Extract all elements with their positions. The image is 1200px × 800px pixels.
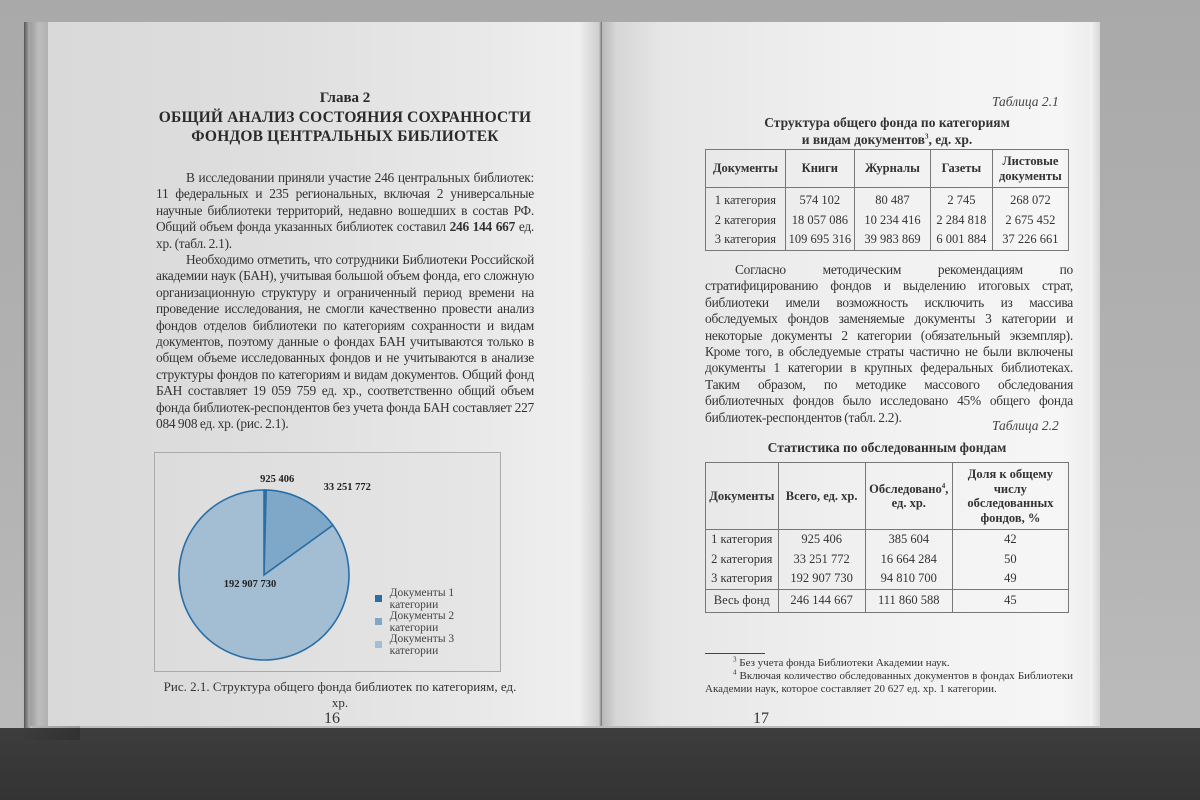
col-header-journals: Журналы [854, 150, 930, 188]
table-cell: 94 810 700 [865, 569, 952, 589]
table-total-row [706, 589, 1069, 612]
footnote-4-text: Включая количество обследованных документов в фондах Библиотеки Академии наук, которое составляет 20 627 ед. хр. 1 категории. [705, 670, 1073, 695]
legend-label-1: Документы 1 категории [389, 586, 455, 611]
right-body-text [705, 262, 1073, 426]
footnote-3-mark: 3 [733, 655, 737, 664]
footnote-4-mark: 4 [733, 668, 737, 677]
paragraph-2: Необходимо отметить, что сотрудники Библиотеки Российской академии наук (БАН), учитывая большой объем фонда, его сложную организационную структуру и ограниченный период времени на проведение исследования, не смогли качественно провести анализ фондов отделов библиотеки по категориям сохранности и видам документов, поэтому данные о фондах БАН учитываются только в общем объеме исследованных фондов и не учитываются в анализе структуры фондов по категориям и видам документов. Общий фонд БАН составляет 19 059 759 ед. хр., соответственно общий объем фонда библиотек-респондентов без учета фонда БАН составляет 227 084 908 ед. хр. (рис. 2.1). [156, 252, 534, 432]
table-cell: 2 284 818 [931, 211, 993, 231]
row-label-cell: 3 категория [706, 230, 786, 250]
footnote-rule [705, 653, 765, 654]
table-cell: 2 675 452 [992, 211, 1068, 231]
left-body-text [156, 170, 534, 433]
legend-swatch-1 [375, 595, 382, 602]
table-2-1-title-line1: Структура общего фонда по категориям [764, 115, 1010, 130]
table-row [706, 550, 1069, 570]
table-cell: 18 057 086 [785, 211, 854, 231]
page-16 [30, 22, 602, 726]
footnotes [705, 657, 1073, 696]
table-2-1-label: Таблица 2.1 [992, 94, 1059, 109]
table-2-2-title: Статистика по обследованным фондам [767, 440, 1007, 455]
data-label-3: 192 907 730 [223, 579, 277, 590]
table-cell: 2 745 [931, 188, 993, 211]
footnote-3 [705, 657, 1073, 670]
chapter-heading [156, 88, 534, 146]
table-row [706, 230, 1069, 250]
table-cell: 192 907 730 [778, 569, 865, 589]
table-2-1-title-suffix: , ед. хр. [928, 132, 973, 147]
table-cell: 6 001 884 [931, 230, 993, 250]
row-label-cell: 2 категория [706, 550, 779, 570]
table-row [706, 188, 1069, 211]
chapter-title-line2: ФОНДОВ ЦЕНТРАЛЬНЫХ БИБЛИОТЕК [191, 128, 499, 145]
legend-item-3 [375, 633, 500, 656]
col-header-documents: Документы [706, 463, 779, 530]
col-header-documents: Документы [706, 150, 786, 188]
paragraph-3: Согласно методическим рекомендациям по стратифицированию фондов и выделению итоговых страт, библиотеки имели возможность исключить из массива обследуемых фондов заменяемые документы 3 категории и некоторые документы 2 категории (обязательный экземпляр). Кроме того, в обследуемые страты частично не были включены документы 1 категории в крупных федеральных библиотеках. Таким образом, по методике массового обследования библиотечных фондов было исследовано 45% общего фонда библиотек-респондентов (табл. 2.2). [705, 262, 1073, 425]
table-header-row [706, 463, 1069, 530]
table-2-1-title [705, 114, 1069, 148]
table-cell: 925 406 [778, 530, 865, 550]
table-cell: 109 695 316 [785, 230, 854, 250]
table-cell: 80 487 [854, 188, 930, 211]
table-cell: 37 226 661 [992, 230, 1068, 250]
total-cell: 111 860 588 [865, 589, 952, 612]
col-header-newspapers: Газеты [931, 150, 993, 188]
col-header-sheet-docs: Листовые документы [992, 150, 1068, 188]
surveyed-label: Обследовано [869, 481, 942, 496]
table-cell: 42 [952, 530, 1068, 550]
col-header-surveyed: Обследовано$^4$, ед. хр. [865, 463, 952, 530]
table-cell: 385 604 [865, 530, 952, 550]
table-row [706, 569, 1069, 589]
footnote-3-text: Без учета фонда Библиотеки Академии наук. [736, 657, 950, 669]
page-stack-edge [30, 22, 48, 726]
table-cell: 268 072 [992, 188, 1068, 211]
data-label-1: 925 406 [260, 474, 295, 485]
surveyed-unit: ед. хр. [891, 496, 926, 510]
total-fund-value: 246 144 667 [449, 219, 516, 235]
table-cell: 49 [952, 569, 1068, 589]
table-row [706, 530, 1069, 550]
legend-swatch-3 [375, 641, 382, 648]
table-cell: 33 251 772 [778, 550, 865, 570]
col-header-share: Доля к общему числу обследованных фондов, % [952, 463, 1068, 530]
table-2-1-title-line2-text: и видам документов [801, 132, 925, 147]
table-2-2-label: Таблица 2.2 [992, 418, 1059, 433]
footnote-4 [705, 670, 1073, 696]
table-cell: 39 983 869 [854, 230, 930, 250]
table-cell: 16 664 284 [865, 550, 952, 570]
open-book [24, 22, 1100, 728]
legend-swatch-2 [375, 618, 382, 625]
page-fore-edge [1090, 22, 1100, 726]
data-label-2: 33 251 772 [323, 481, 371, 493]
table-row [706, 211, 1069, 231]
table-header-row [706, 150, 1069, 188]
col-header-total: Всего, ед. хр. [778, 463, 865, 530]
total-cell: 246 144 667 [778, 589, 865, 612]
row-label-cell: 2 категория [706, 211, 786, 231]
table-cell: 10 234 416 [854, 211, 930, 231]
pie-chart-figure [154, 452, 501, 672]
footnote-ref-4: 4 [941, 481, 946, 490]
legend-label-2: Документы 2 категории [389, 609, 455, 634]
page-number-16: 16 [324, 710, 340, 726]
chart-legend [375, 587, 500, 656]
legend-item-2 [375, 610, 500, 633]
row-label-cell: 1 категория [706, 188, 786, 211]
table-cell: 50 [952, 550, 1068, 570]
desk-surface [0, 728, 1200, 800]
page-17 [602, 22, 1100, 726]
legend-label-3: Документы 3 категории [389, 632, 455, 657]
table-cell: 574 102 [785, 188, 854, 211]
paragraph-1-text: В исследовании приняли участие 246 центральных библиотек: 11 федеральных и 235 региональных, включая 2 универсальные научные библиотеки территорий, недавно вошедших в состав РФ. Общий объем фонда указанных библиотек составил [156, 170, 534, 235]
paragraph-1 [156, 170, 534, 252]
chapter-number: Глава 2 [319, 90, 371, 106]
table-2-2 [705, 462, 1069, 613]
total-label-cell: Весь фонд [706, 589, 779, 612]
row-label-cell: 3 категория [706, 569, 779, 589]
total-cell: 45 [952, 589, 1068, 612]
chapter-title-line1: ОБЩИЙ АНАЛИЗ СОСТОЯНИЯ СОХРАННОСТИ [158, 109, 532, 126]
paragraph-1-tail: ед. хр. (табл. 2.1). [156, 219, 535, 251]
footnote-ref-3: 3 [924, 132, 929, 141]
table-2-1-title-line2 [705, 131, 1069, 148]
table-2-1 [705, 149, 1069, 251]
col-header-books: Книги [785, 150, 854, 188]
page-number-17: 17 [753, 710, 769, 726]
legend-item-1 [375, 587, 500, 610]
row-label-cell: 1 категория [706, 530, 779, 550]
figure-caption: Рис. 2.1. Структура общего фонда библиотек по категориям, ед. хр. [163, 679, 517, 710]
